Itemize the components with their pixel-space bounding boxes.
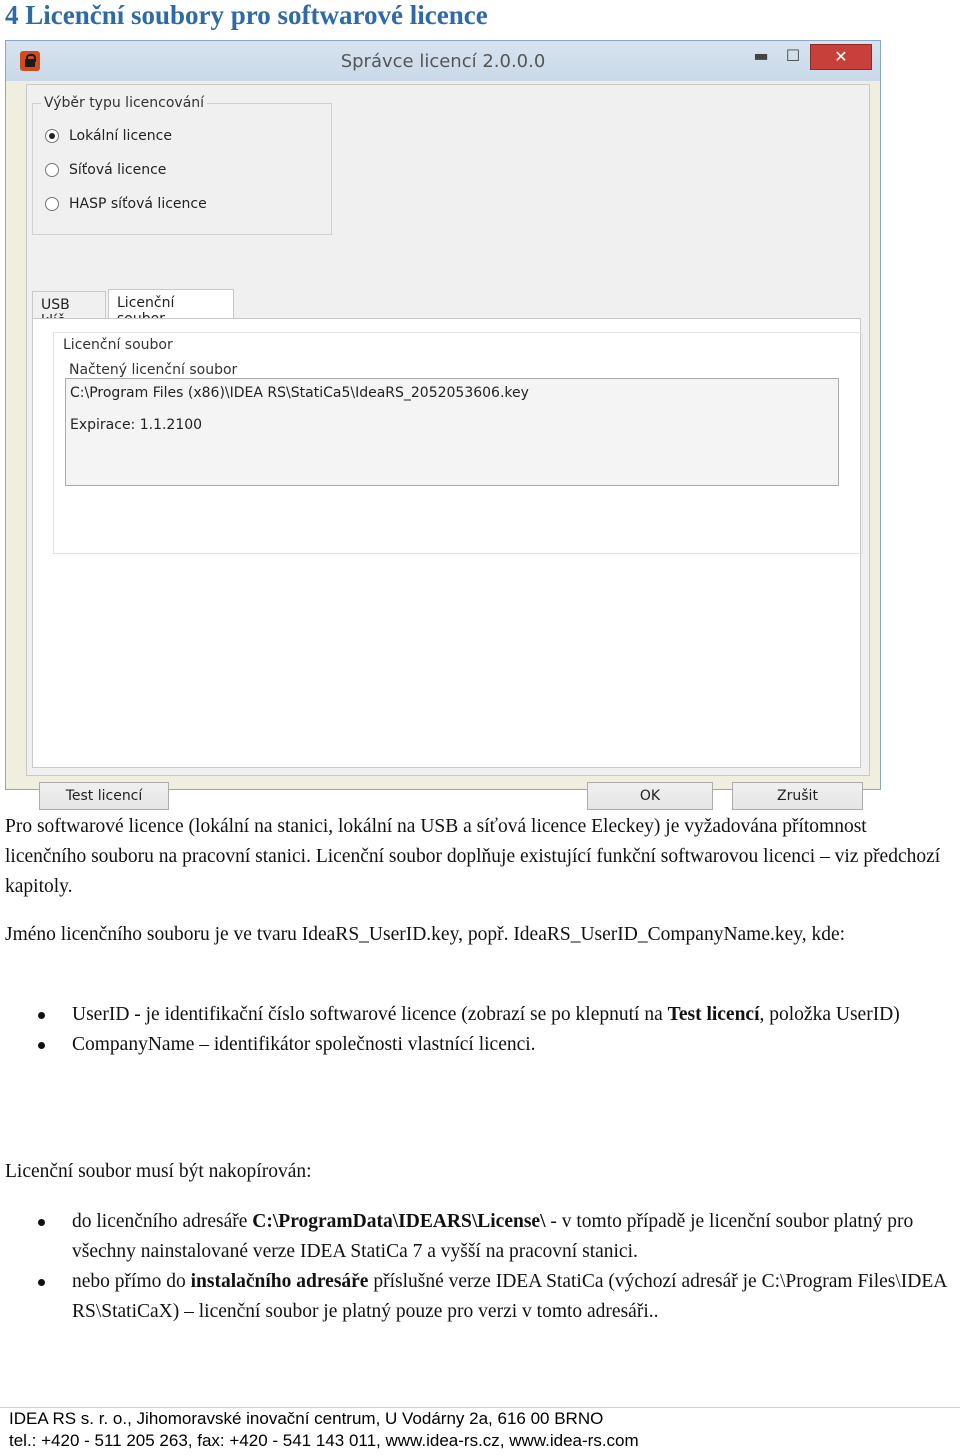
footer-address: IDEA RS s. r. o., Jihomoravské inovační centrum, U Vodárny 2a, 616 00 BRNO: [9, 1409, 604, 1428]
footer-contacts: tel.: +420 - 511 205 263, fax: +420 - 541 143 011, www.idea-rs.cz, www.idea-rs.com: [9, 1431, 639, 1450]
test-licenses-button[interactable]: Test licencí: [39, 782, 169, 810]
close-button[interactable]: ✕: [810, 44, 872, 70]
radio-local-license-label: Lokální licence: [69, 128, 172, 144]
tab-license-file[interactable]: Licenční: [108, 289, 234, 319]
cancel-button[interactable]: Zrušit: [732, 782, 863, 810]
list-item-bold: C:\ProgramData\IDEARS\License\: [252, 1211, 546, 1232]
radio-hasp-license[interactable]: [45, 194, 207, 214]
radio-network-license[interactable]: [45, 160, 166, 180]
list-item-text: , položka UserID): [759, 1004, 900, 1025]
list-item-text: příslušné verze IDEA StatiCa (výchozí adresář je C:\Program Files\IDEA RS\StatiCaX) – licenční soubor je platný pouze pro verzi v tomto adresáři..: [72, 1271, 947, 1322]
list-item: [0, 1267, 955, 1327]
list-item: [0, 1030, 955, 1060]
radio-button[interactable]: [45, 197, 59, 211]
list-item: [0, 1000, 955, 1030]
bullet-icon: [38, 1012, 45, 1019]
license-file-info-box: [65, 378, 839, 486]
list-item-text: - v tomto případě je licenční soubor platný pro všechny nainstalované verze IDEA StatiCa 7 a vyšší na pracovní stanici.: [72, 1211, 914, 1262]
maximize-button[interactable]: ☐: [785, 46, 801, 65]
radio-hasp-license-label: HASP síťová licence: [69, 196, 207, 212]
radio-button-checked[interactable]: [45, 129, 59, 143]
license-type-group: [32, 95, 332, 235]
radio-button[interactable]: [45, 163, 59, 177]
radio-local-license[interactable]: [45, 126, 172, 146]
tab-panel-license-file: [32, 318, 861, 768]
page-footer: [0, 1407, 960, 1455]
bullet-list-copy-locations: [0, 1207, 955, 1327]
bullet-icon: [38, 1219, 45, 1226]
license-manager-window: [5, 40, 881, 804]
license-expiry: Expirace: 1.1.2100: [70, 417, 203, 433]
minimize-button[interactable]: ▬: [753, 46, 769, 65]
list-item-text: nebo přímo do: [72, 1271, 191, 1292]
bullet-icon: [38, 1042, 45, 1049]
paragraph-copy-location: Licenční soubor musí být nakopírován:: [5, 1161, 312, 1182]
license-file-path: C:\Program Files (x86)\IDEA RS\StatiCa5\IdeaRS_2052053606.key: [70, 385, 529, 401]
section-heading: 4 Licenční soubory pro softwarové licence: [5, 0, 488, 30]
license-type-group-label: Výběr typu licencování: [41, 95, 207, 111]
list-item-bold: instalačního adresáře: [190, 1271, 369, 1292]
ok-button[interactable]: OK: [587, 782, 713, 810]
paragraph-file-name-format: Jméno licenčního souboru je ve tvaru IdeaRS_UserID.key, popř. IdeaRS_UserID_CompanyName.key, kde:: [5, 924, 846, 945]
list-item-text: UserID - je identifikační číslo softwarové licence (zobrazí se po klepnutí na: [72, 1004, 668, 1025]
window-title: Správce licencí 2.0.0.0: [340, 51, 546, 72]
loaded-license-file-label: Načtený licenční soubor: [69, 362, 238, 378]
list-item-bold: Test licencí: [667, 1004, 760, 1025]
bullet-list-name-parts: [0, 1000, 955, 1060]
window-client-area: [26, 84, 870, 804]
title-bar: [6, 41, 880, 81]
list-item: [0, 1207, 955, 1267]
tab-usb-key[interactable]: USB: [32, 291, 106, 319]
bullet-icon: [38, 1279, 45, 1286]
paragraph-license-requirement: Pro softwarové licence (lokální na stanici, lokální na USB a síťová licence Eleckey) je vyžadována přítomnost licenčního souboru na pracovní stanici. Licenční soubor doplňuje existující funkční softwarovou licenci – viz předchozí kapitoly.: [5, 816, 941, 897]
list-item-text: do licenčního adresáře: [72, 1211, 253, 1232]
radio-network-license-label: Síťová licence: [69, 162, 167, 178]
license-file-group-label: Licenční soubor: [63, 337, 173, 353]
list-item-text: CompanyName – identifikátor společnosti vlastnící licenci.: [72, 1034, 536, 1055]
